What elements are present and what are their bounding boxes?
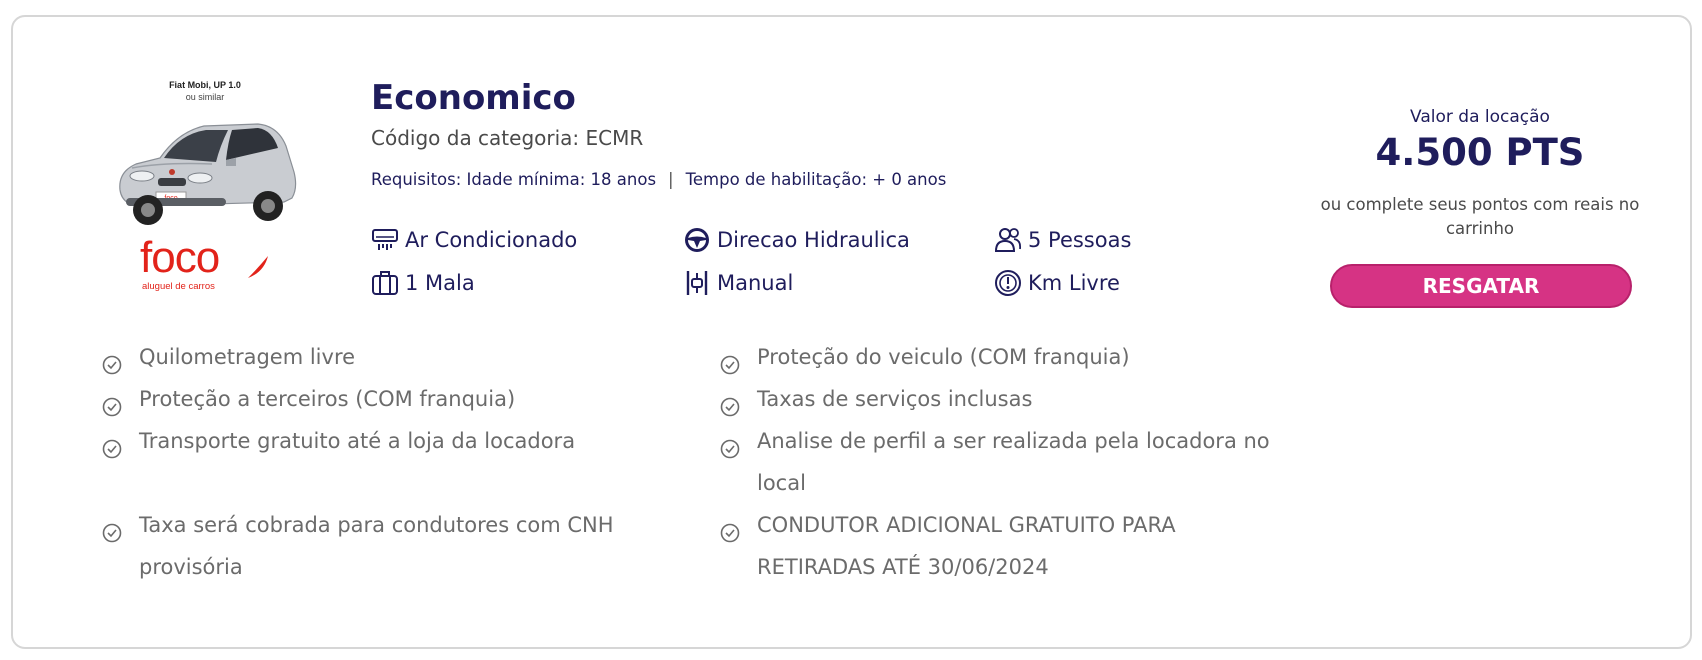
check-circle-icon [102, 420, 139, 473]
check-circle-icon [102, 504, 139, 557]
requirement-separator: | [668, 170, 674, 189]
feature-label: Km Livre [1028, 271, 1120, 295]
benefit-item [102, 420, 662, 473]
suitcase-icon [371, 269, 399, 297]
feature-label: Direcao Hidraulica [717, 228, 910, 252]
air-conditioner-icon [371, 226, 399, 254]
benefit-item [102, 504, 662, 588]
benefit-item [720, 420, 1280, 504]
requirements [371, 170, 946, 189]
check-circle-icon [720, 504, 757, 557]
feature-unlimited-km [994, 269, 1120, 297]
people-icon [994, 226, 1022, 254]
price-note: ou complete seus pontos com reais no carrinho [1320, 195, 1640, 238]
feature-passengers [994, 226, 1131, 254]
price-label: Valor da locação [1410, 107, 1550, 127]
benefit-text: Taxas de serviços inclusas [757, 387, 1033, 411]
brand-logo [140, 234, 270, 304]
brand-name: foco [140, 233, 220, 282]
requirement-license: Tempo de habilitação: + 0 anos [685, 170, 947, 189]
car-similar-label: ou similar [185, 92, 225, 102]
price-value: 4.500 PTS [1375, 131, 1585, 174]
feature-label: Ar Condicionado [405, 228, 578, 252]
car-illustration [108, 102, 304, 230]
requirement-age: Requisitos: Idade mínima: 18 anos [371, 170, 657, 189]
benefit-text: Quilometragem livre [139, 345, 356, 369]
feature-air-conditioning [371, 226, 577, 254]
car-model-label: Fiat Mobi, UP 1.0 [169, 80, 241, 90]
brand-tagline: aluguel de carros [142, 281, 215, 292]
speedometer-icon [994, 269, 1022, 297]
steering-wheel-icon [683, 226, 711, 254]
feature-label: 5 Pessoas [1028, 228, 1132, 252]
feature-label: 1 Mala [405, 271, 475, 295]
benefit-text: CONDUTOR ADICIONAL GRATUITO PARA RETIRADAS ATÉ 30/06/2024 [757, 513, 1176, 579]
benefit-text: Transporte gratuito até a loja da locadora [139, 429, 576, 453]
benefit-text: Analise de perfil a ser realizada pela locadora no local [757, 429, 1270, 495]
feature-label: Manual [717, 271, 794, 295]
benefit-text: Proteção a terceiros (COM franquia) [139, 387, 516, 411]
car-image [100, 62, 310, 302]
category-title: Economico [371, 78, 576, 118]
check-circle-icon [720, 420, 757, 473]
brand-swoosh-icon [244, 254, 270, 280]
redeem-button[interactable]: RESGATAR [1330, 264, 1632, 308]
gearshift-icon [683, 269, 711, 297]
feature-transmission [683, 269, 793, 297]
feature-power-steering [683, 226, 910, 254]
feature-luggage [371, 269, 475, 297]
benefit-item [720, 504, 1250, 588]
category-code: Código da categoria: ECMR [371, 126, 644, 150]
benefit-text: Taxa será cobrada para condutores com CNH provisória [139, 513, 614, 579]
benefit-text: Proteção do veiculo (COM franquia) [757, 345, 1130, 369]
